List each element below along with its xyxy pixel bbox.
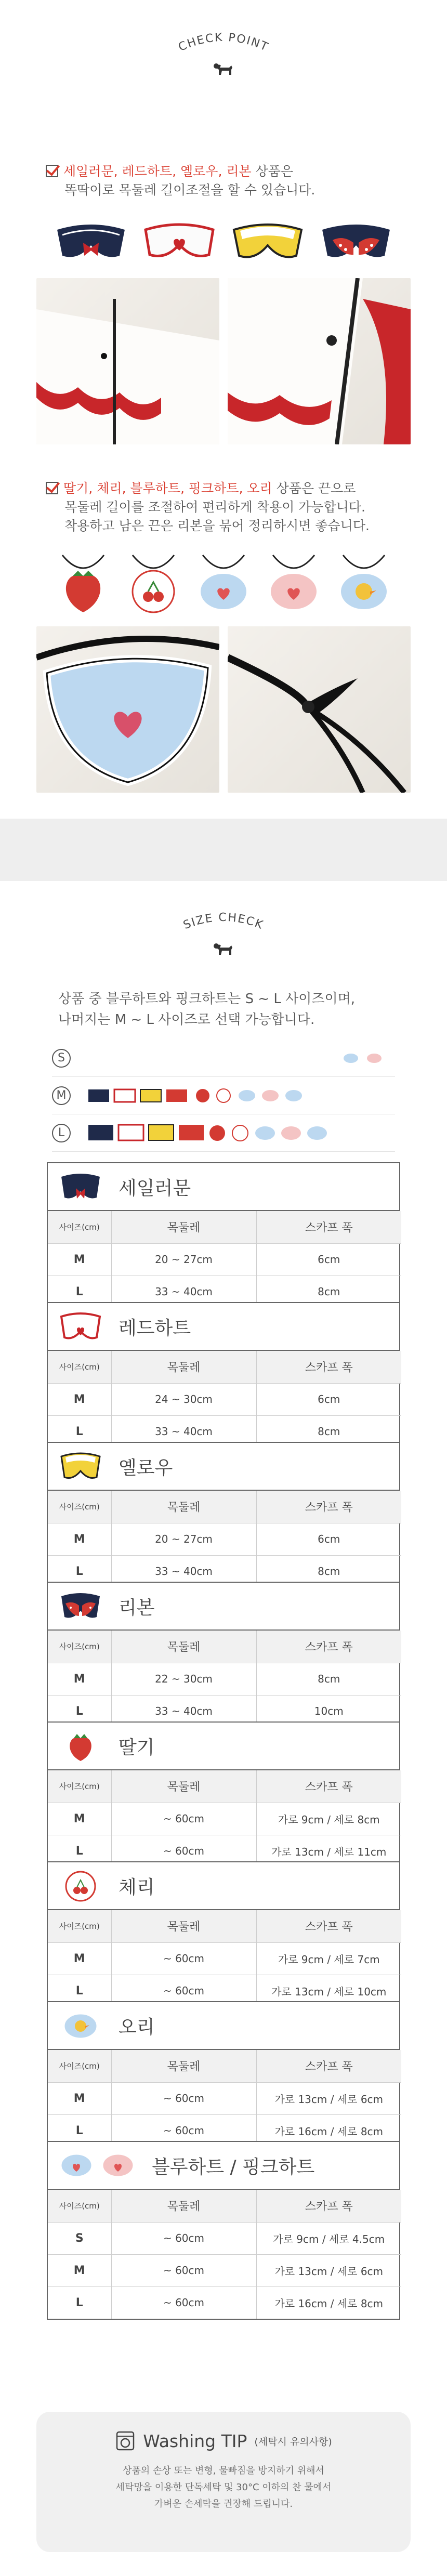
table-row: M 24 ~ 30cm 6cm — [48, 1383, 401, 1415]
product-table-yellow — [47, 1442, 400, 1588]
product-name: 체리 — [119, 1876, 155, 1898]
line2-second: 목둘레 길이를 조절하여 편리하게 착용이 가능합니다. — [64, 500, 365, 515]
size-table — [48, 1211, 401, 1308]
blueheart-bib-image — [192, 550, 255, 617]
product-name: 레드하트 — [119, 1317, 191, 1339]
product-header — [48, 1862, 399, 1910]
svg-text:CHECK POINT — [177, 31, 271, 54]
sailor-collar-image — [52, 214, 130, 266]
line1-second: 똑딱이로 목둘레 길이조절을 할 수 있습니다. — [64, 182, 315, 198]
size-table: 사이즈(cm) 목둘레 스카프 폭 M ~ 60cm 가로 13cm / 세로 6cm L ~ 60cm 가로 16cm / 세로 8cm — [48, 2050, 401, 2147]
table-row: M ~ 60cm 가로 13cm / 세로 6cm — [48, 2254, 401, 2286]
table-row: L ~ 60cm 가로 16cm / 세로 8cm — [48, 2114, 401, 2147]
product-header — [48, 1303, 399, 1351]
size-badge-s: S — [52, 1049, 71, 1068]
size-row-s — [52, 1040, 395, 1077]
product-name: 오리 — [119, 2016, 155, 2038]
duck-bib-image — [333, 550, 395, 617]
product-header — [48, 1723, 399, 1770]
ribbon-collar-icon — [58, 1588, 103, 1624]
bib-thumbnails — [52, 550, 395, 617]
line1-rest: 상품은 — [251, 164, 294, 179]
table-row: M 22 ~ 30cm 8cm — [48, 1663, 401, 1695]
size-check-title: SIZE CHECK — [181, 911, 266, 932]
product-header — [48, 2002, 399, 2050]
check-point-line1 — [46, 162, 410, 200]
size-table: 사이즈(cm) 목둘레 스카프 폭 M ~ 60cm 가로 9cm / 세로 7cm L ~ 60cm 가로 13cm / 세로 10cm — [48, 1910, 401, 2007]
size-check-intro — [58, 989, 422, 1030]
size-badge-l: L — [52, 1124, 71, 1142]
size-m-items — [88, 1077, 395, 1114]
line2-highlight: 딸기, 체리, 블루하트, 핑크하트, 오리 — [63, 481, 272, 496]
product-table-blue-pink-heart — [47, 2141, 400, 2320]
checkbox-icon — [46, 482, 58, 494]
sailor-collar-icon — [58, 1168, 103, 1205]
duck-bib-icon — [58, 2007, 103, 2044]
table-row: M 20 ~ 27cm 6cm — [48, 1243, 401, 1276]
washing-subtitle: (세탁시 유의사항) — [254, 2436, 332, 2448]
size-badge-m: M — [52, 1086, 71, 1105]
sailor-collar-detail-photo — [36, 278, 219, 444]
table-row: M ~ 60cm 가로 13cm / 세로 6cm — [48, 2082, 401, 2114]
check-point-arc-title — [146, 27, 301, 63]
size-table: 사이즈(cm) 목둘레 스카프 폭 M ~ 60cm 가로 9cm / 세로 8cm L ~ 60cm 가로 13cm / 세로 11cm — [48, 1770, 401, 1867]
product-table-strawberry — [47, 1721, 400, 1868]
product-table-ribbon — [47, 1582, 400, 1728]
table-row: M ~ 60cm 가로 9cm / 세로 7cm — [48, 1942, 401, 1975]
product-table-cherry — [47, 1861, 400, 2008]
yellow-collar-image — [229, 214, 307, 266]
strawberry-bib-icon — [58, 1728, 103, 1764]
size-row-m — [52, 1077, 395, 1114]
ribbon-collar-image — [317, 214, 395, 266]
header-neck: 목둘레 — [111, 1211, 256, 1243]
header-scarf: 스카프 폭 — [256, 1211, 401, 1243]
size-s-items — [88, 1040, 395, 1077]
table-row: L 33 ~ 40cm 10cm — [48, 1695, 401, 1727]
product-header — [48, 1163, 399, 1211]
washing-machine-icon — [115, 2430, 136, 2451]
redheart-collar-image — [140, 214, 218, 266]
product-name: 딸기 — [119, 1737, 155, 1758]
line1-highlight: 세일러문, 레드하트, 옐로우, 리본 — [63, 164, 252, 179]
table-row: L 33 ~ 40cm 8cm — [48, 1415, 401, 1448]
product-header — [48, 2142, 399, 2190]
line2-rest: 상품은 끈으로 — [272, 481, 356, 496]
size-check-arc-title — [146, 907, 301, 943]
washing-title: Washing TIP — [143, 2430, 247, 2451]
product-header — [48, 1443, 399, 1491]
product-table-duck — [47, 2001, 400, 2148]
cherry-bib-image — [122, 550, 185, 617]
line2-third: 착용하고 남은 끈은 리본을 묶어 정리하시면 좋습니다. — [64, 518, 370, 533]
product-name: 리본 — [119, 1597, 155, 1619]
dog-icon — [212, 60, 235, 76]
washing-text: 상품의 손상 또는 변형, 물빠짐을 방지하기 위해서 세탁망을 이용한 단독세탁 및 30°C 이하의 찬 물에서 가벼운 손세탁을 권장해 드립니다. — [115, 2465, 332, 2509]
ribbon-tie-detail-photo — [228, 626, 411, 793]
size-intro-line2: 나머지는 M ~ L 사이즈로 선택 가능합니다. — [58, 1012, 315, 1028]
check-point-title: CHECK POINT — [176, 31, 271, 55]
svg-text:SIZE CHECK — [181, 911, 265, 932]
size-table: 사이즈(cm) 목둘레 스카프 폭 M 22 ~ 30cm 8cm L 33 ~ 40cm 10cm — [48, 1631, 401, 1727]
section-divider-band — [0, 819, 447, 881]
size-table: 사이즈(cm) 목둘레 스카프 폭 M 20 ~ 27cm 6cm L 33 ~ 40cm 8cm — [48, 1491, 401, 1587]
pinkheart-bib-icon — [100, 2150, 136, 2181]
table-row: L ~ 60cm 가로 16cm / 세로 8cm — [48, 2286, 401, 2319]
sailor-collar-button-photo — [228, 278, 411, 444]
size-table: 사이즈(cm) 목둘레 스카프 폭 M 24 ~ 30cm 6cm L 33 ~ 40cm 8cm — [48, 1351, 401, 1448]
product-name: 세일러문 — [119, 1177, 191, 1199]
heart-bib-detail-photo — [36, 626, 219, 793]
product-name: 옐로우 — [119, 1457, 173, 1479]
table-row: L ~ 60cm 가로 13cm / 세로 11cm — [48, 1835, 401, 1867]
dog-icon — [212, 940, 235, 956]
redheart-collar-icon — [58, 1308, 103, 1345]
yellow-collar-icon — [58, 1448, 103, 1484]
table-row: L 33 ~ 40cm 8cm — [48, 1276, 401, 1308]
size-check-header — [0, 907, 447, 956]
collar-thumbnails-1 — [52, 214, 395, 271]
size-comparison — [52, 1040, 395, 1152]
table-row: L ~ 60cm 가로 13cm / 세로 10cm — [48, 1975, 401, 2007]
header-size: 사이즈(cm) — [48, 1211, 111, 1243]
size-l-items — [88, 1114, 395, 1152]
product-name: 블루하트 / 핑크하트 — [152, 2156, 315, 2178]
size-intro-line1: 상품 중 블루하트와 핑크하트는 S ~ L 사이즈이며, — [58, 991, 355, 1007]
cherry-bib-icon — [58, 1868, 103, 1904]
product-header — [48, 1583, 399, 1631]
strawberry-bib-image — [52, 550, 114, 617]
blueheart-bib-icon — [58, 2150, 95, 2181]
size-table: 사이즈(cm) 목둘레 스카프 폭 S ~ 60cm 가로 9cm / 세로 4.5cm M ~ 60cm 가로 13cm / 세로 6cm L ~ 60cm 가로 16cm / 세로 8cm — [48, 2190, 401, 2319]
table-row: L 33 ~ 40cm 8cm — [48, 1555, 401, 1587]
product-table-redheart — [47, 1302, 400, 1449]
table-row: M 20 ~ 27cm 6cm — [48, 1523, 401, 1555]
checkbox-icon — [46, 165, 58, 177]
washing-tip-box — [36, 2412, 411, 2552]
pinkheart-bib-image — [262, 550, 325, 617]
size-row-l — [52, 1114, 395, 1152]
table-row: S ~ 60cm 가로 9cm / 세로 4.5cm — [48, 2222, 401, 2254]
table-row: M ~ 60cm 가로 9cm / 세로 8cm — [48, 1803, 401, 1835]
product-table-sailormoon — [47, 1162, 400, 1309]
check-point-line2 — [46, 479, 410, 535]
check-point-header — [0, 27, 447, 76]
